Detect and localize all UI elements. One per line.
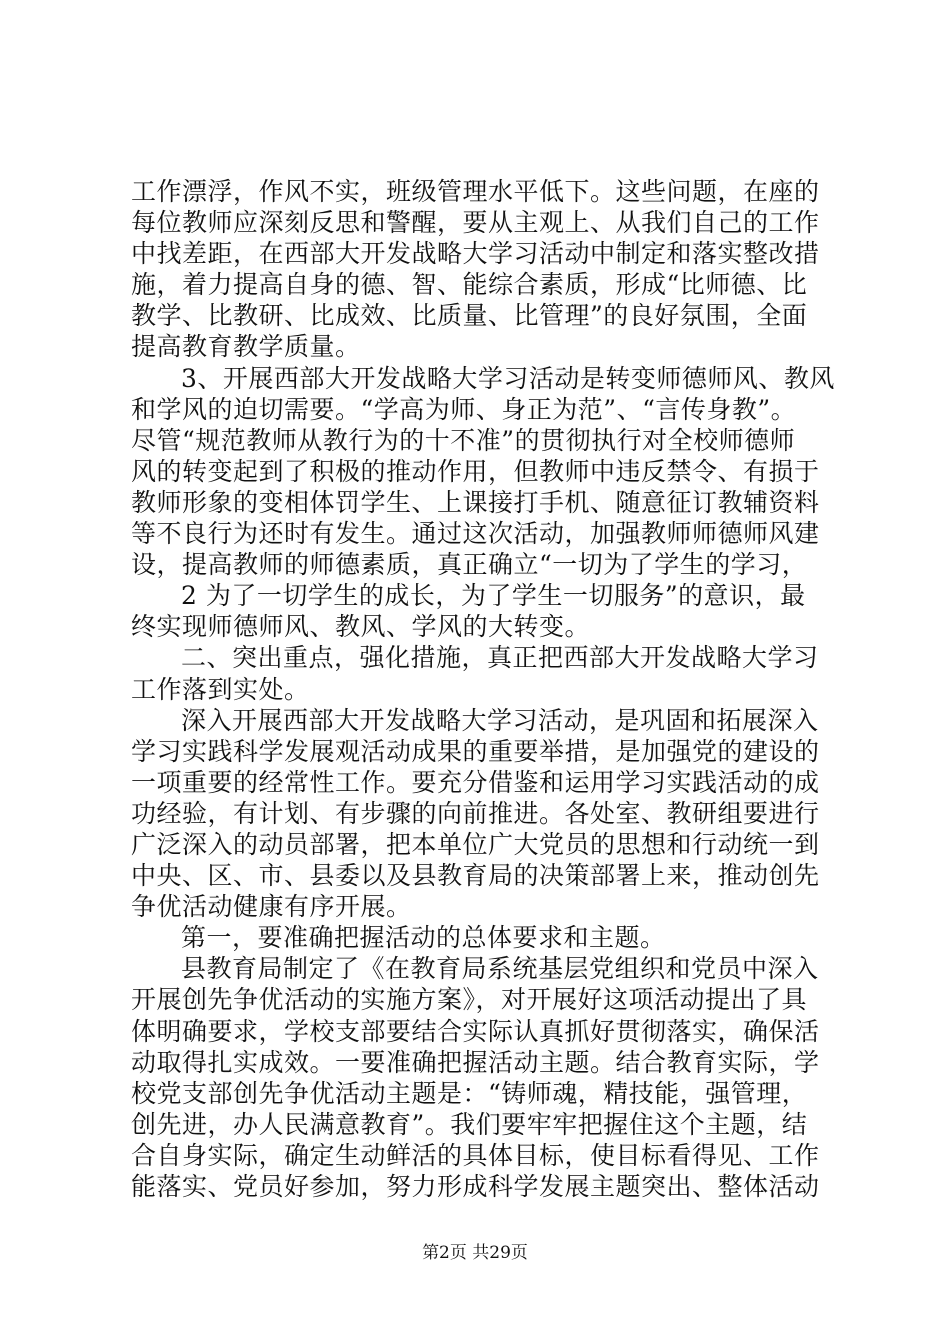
text-line: 动取得扎实成效。一要准确把握活动主题。结合教育实际，学 (131, 1047, 820, 1077)
subsection-heading-line: 第一，要准确把握活动的总体要求和主题。 (181, 923, 666, 953)
text-line: 开展创先争优活动的实施方案》，对开展好这项活动提出了具 (131, 985, 808, 1015)
text-line: 中找差距，在西部大开发战略大学习活动中制定和落实整改措 (131, 239, 820, 269)
text-line: 能落实、党员好参加，努力形成科学发展主题突出、整体活动 (131, 1172, 820, 1201)
text-line: 工作漂浮，作风不实，班级管理水平低下。这些问题，在座的 (131, 177, 820, 206)
text-line: 一项重要的经常性工作。要充分借鉴和运用学习实践活动的成 (131, 767, 820, 797)
page-number-footer: 第2页 共29页 (422, 1243, 528, 1263)
paragraph-start-line: 3、开展西部大开发战略大学习活动是转变师德师风、教风 (181, 363, 835, 393)
text-line: 风的转变起到了积极的推动作用，但教师中违反禁令、有损于 (131, 456, 820, 486)
text-line: 功经验，有计划、有步骤的向前推进。各处室、教研组要进行 (131, 798, 820, 828)
text-line: 尽管“规范教师从教行为的十不准”的贯彻执行对全校师德师 (131, 425, 796, 455)
text-line: 每位教师应深刻反思和警醒，要从主观上、从我们自己的工作 (131, 208, 820, 238)
text-line: 校党支部创先争优活动主题是：“铸师魂，精技能，强管理， (131, 1078, 808, 1108)
text-line: 提高教育教学质量。 (131, 332, 361, 362)
text-line: 学习实践科学发展观活动成果的重要举措，是加强党的建设的 (131, 736, 820, 766)
section-heading-line: 二、突出重点，强化措施，真正把西部大开发战略大学习 (181, 643, 819, 673)
text-line: 和学风的迫切需要。“学高为师、身正为范”、“言传身教”。 (131, 394, 797, 424)
text-line: 广泛深入的动员部署，把本单位广大党员的思想和行动统一到 (131, 829, 820, 859)
text-line: 教师形象的变相体罚学生、上课接打手机、随意征订教辅资料 (131, 487, 820, 517)
text-line: 争优活动健康有序开展。 (131, 892, 412, 922)
text-line: 设，提高教师的师德素质，真正确立“一切为了学生的学习， (131, 550, 808, 580)
text-line: 等不良行为还时有发生。通过这次活动，加强教师师德师风建 (131, 519, 820, 549)
paragraph-start-line: 2 为了一切学生的成长，为了学生一切服务”的意识，最 (181, 581, 806, 611)
paragraph-start-line: 深入开展西部大开发战略大学习活动，是巩固和拓展深入 (181, 705, 819, 735)
text-line: 中央、区、市、县委以及县教育局的决策部署上来，推动创先 (131, 861, 820, 891)
text-line: 终实现师德师风、教风、学风的大转变。 (131, 612, 591, 642)
text-line: 施，着力提高自身的德、智、能综合素质，形成“比师德、比 (131, 270, 808, 300)
text-line: 体明确要求，学校支部要结合实际认真抓好贯彻落实，确保活 (131, 1016, 820, 1046)
section-heading-line: 工作落到实处。 (131, 674, 310, 704)
text-line: 合自身实际，确定生动鲜活的具体目标，使目标看得见、工作 (131, 1140, 820, 1170)
document-body (131, 176, 835, 1202)
text-line: 教学、比教研、比成效、比质量、比管理”的良好氛围，全面 (131, 301, 808, 331)
text-line: 创先进，办人民满意教育”。我们要牢牢把握住这个主题，结 (131, 1109, 808, 1139)
paragraph-start-line: 县教育局制定了《在教育局系统基层党组织和党员中深入 (181, 954, 819, 984)
